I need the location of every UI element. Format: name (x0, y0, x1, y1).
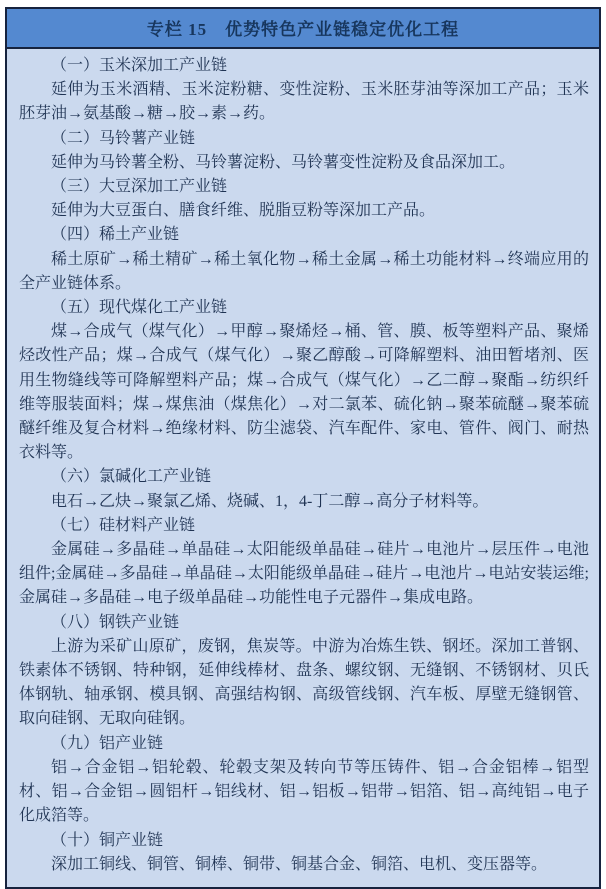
section-heading: （三）大豆深加工产业链 (51, 178, 228, 196)
section-heading: （七）硅材料产业链 (51, 516, 196, 534)
section-paragraph: 延伸为玉米酒精、玉米淀粉糖、变性淀粉、玉米胚芽油等深加工产品；玉米胚芽油→氨基酸→糖→胶→素→药。 (19, 81, 589, 123)
section-paragraph: 金属硅→多晶硅→单晶硅→太阳能级单晶硅→硅片→电池片→层压件→电池组件;金属硅→多晶硅→单晶硅→太阳能级单晶硅→硅片→电池片→电站安装运维;金属硅→多晶硅→电子级单晶硅→功能性电子元器件→集成电路。 (19, 541, 589, 607)
document-page (0, 7, 606, 873)
section-paragraph: 煤→合成气（煤气化）→甲醇→聚烯烃→桶、管、膜、板等塑料产品、聚烯烃改性产品；煤→合成气（煤气化）→聚乙醇酸→可降解塑料、油田暂堵剂、医用生物缝线等可降解塑料产品；煤→合成气（煤气化）→乙二醇→聚酯→纺织纤维等服装面料；煤→煤焦油（煤焦化）→对二氯苯、硫化钠→聚苯硫醚→聚苯硫醚纤维及复合材料→绝缘材料、防尘滤袋、汽车配件、家电、管件、阀门、耐热衣料等。 (19, 323, 589, 462)
section-heading: （一）玉米深加工产业链 (51, 57, 228, 74)
section-heading: （二）马铃薯产业链 (51, 129, 196, 147)
panel-body (7, 49, 599, 887)
special-column-panel (5, 7, 601, 889)
section-paragraph: 深加工铜线、铜管、铜棒、铜带、铜基合金、铜箔、电机、变压器等。 (51, 855, 548, 873)
section-paragraph: 上游为采矿山原矿，废钢，焦炭等。中游为冶炼生铁、钢坯。深加工普钢、铁素体不锈钢、特种钢，延伸线棒材、盘条、螺纹钢、无缝钢、不锈钢材、贝氏体钢轨、轴承钢、模具钢、高强结构钢、高级管线钢、汽车板、厚壁无缝钢管、取向硅钢、无取向硅钢。 (19, 637, 589, 728)
panel-header (7, 9, 599, 49)
panel-title: 专栏 15 优势特色产业链稳定优化工程 (146, 20, 460, 39)
section-heading: （八）钢铁产业链 (51, 613, 180, 631)
section-heading: （四）稀土产业链 (51, 226, 180, 244)
section-paragraph: 电石→乙炔→聚氯乙烯、烧碱、1，4-丁二醇→高分子材料等。 (51, 492, 489, 510)
section-paragraph: 延伸为马铃薯全粉、马铃薯淀粉、马铃薯变性淀粉及食品深加工。 (51, 153, 516, 171)
section-heading: （五）现代煤化工产业链 (51, 299, 228, 317)
section-heading: （十）铜产业链 (51, 831, 164, 849)
section-paragraph: 稀土原矿→稀土精矿→稀土氧化物→稀土金属→稀土功能材料→终端应用的全产业链体系。 (19, 250, 589, 292)
section-heading: （九）铝产业链 (51, 734, 164, 752)
section-paragraph: 延伸为大豆蛋白、膳食纤维、脱脂豆粉等深加工产品。 (51, 202, 436, 220)
section-heading: （六）氯碱化工产业链 (51, 468, 212, 486)
section-paragraph: 铝→合金铝→铝轮毂、轮毂支架及转向节等压铸件、铝→合金铝棒→铝型材、铝→合金铝→圆铝杆→铝线材、铝→铝板→铝带→铝箔、铝→高纯铝→电子化成箔等。 (19, 758, 589, 825)
